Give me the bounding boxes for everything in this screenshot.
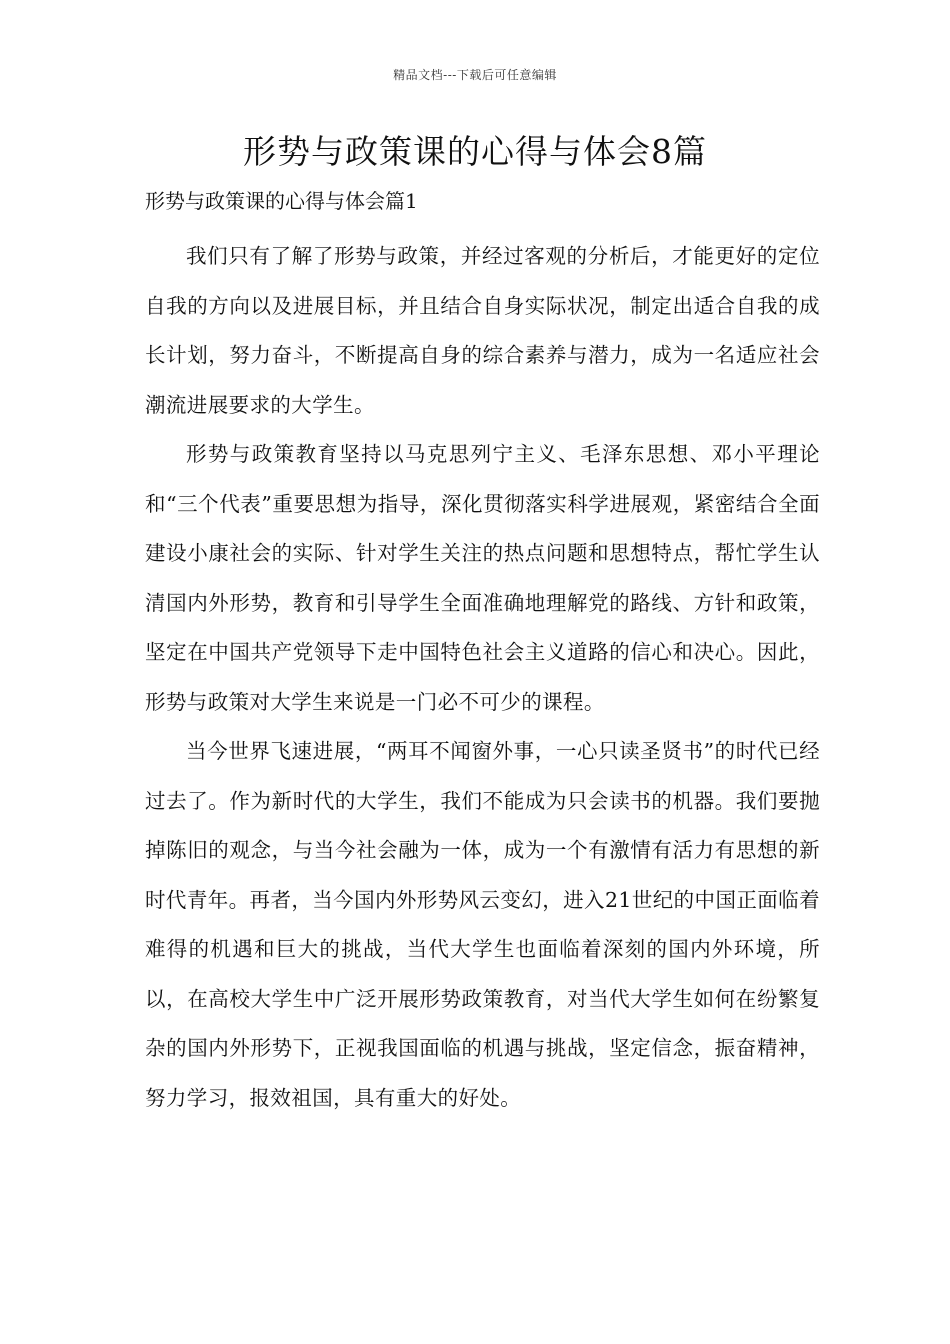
paragraph-1: 我们只有了解了形势与政策，并经过客观的分析后，才能更好的定位自我的方向以及进展目标，并且结合自身实际状况，制定出适合自我的成长计划，努力奋斗，不断提高自身的综合素养与潜力，成为一名适应社会潮流进展要求的大学生。 — [145, 244, 820, 417]
document-body — [145, 232, 820, 1123]
section-heading: 形势与政策课的心得与体会篇1 — [145, 189, 418, 213]
document-title: 形势与政策课的心得与体会8篇 — [243, 132, 707, 171]
header-note: 精品文档---下载后可任意编辑 — [393, 68, 557, 82]
paragraph-2: 形势与政策教育坚持以马克思列宁主义、毛泽东思想、邓小平理论和“三个代表”重要思想为指导，深化贯彻落实科学进展观，紧密结合全面建设小康社会的实际、针对学生关注的热点问题和思想特点，帮忙学生认清国内外形势，教育和引导学生全面准确地理解党的路线、方针和政策，坚定在中国共产党领导下走中国特色社会主义道路的信心和决心。因此，形势与政策对大学生来说是一门必不可少的课程。 — [145, 442, 820, 714]
paragraph-3: 当今世界飞速进展，“两耳不闻窗外事，一心只读圣贤书”的时代已经过去了。作为新时代的大学生，我们不能成为只会读书的机器。我们要抛掉陈旧的观念，与当今社会融为一体，成为一个有激情有活力有思想的新时代青年。再者，当今国内外形势风云变幻，进入21世纪的中国正面临着难得的机遇和巨大的挑战，当代大学生也面临着深刻的国内外环境，所以，在高校大学生中广泛开展形势政策教育，对当代大学生如何在纷繁复杂的国内外形势下，正视我国面临的机遇与挑战，坚定信念，振奋精神，努力学习，报效祖国，具有重大的好处。 — [145, 739, 820, 1110]
